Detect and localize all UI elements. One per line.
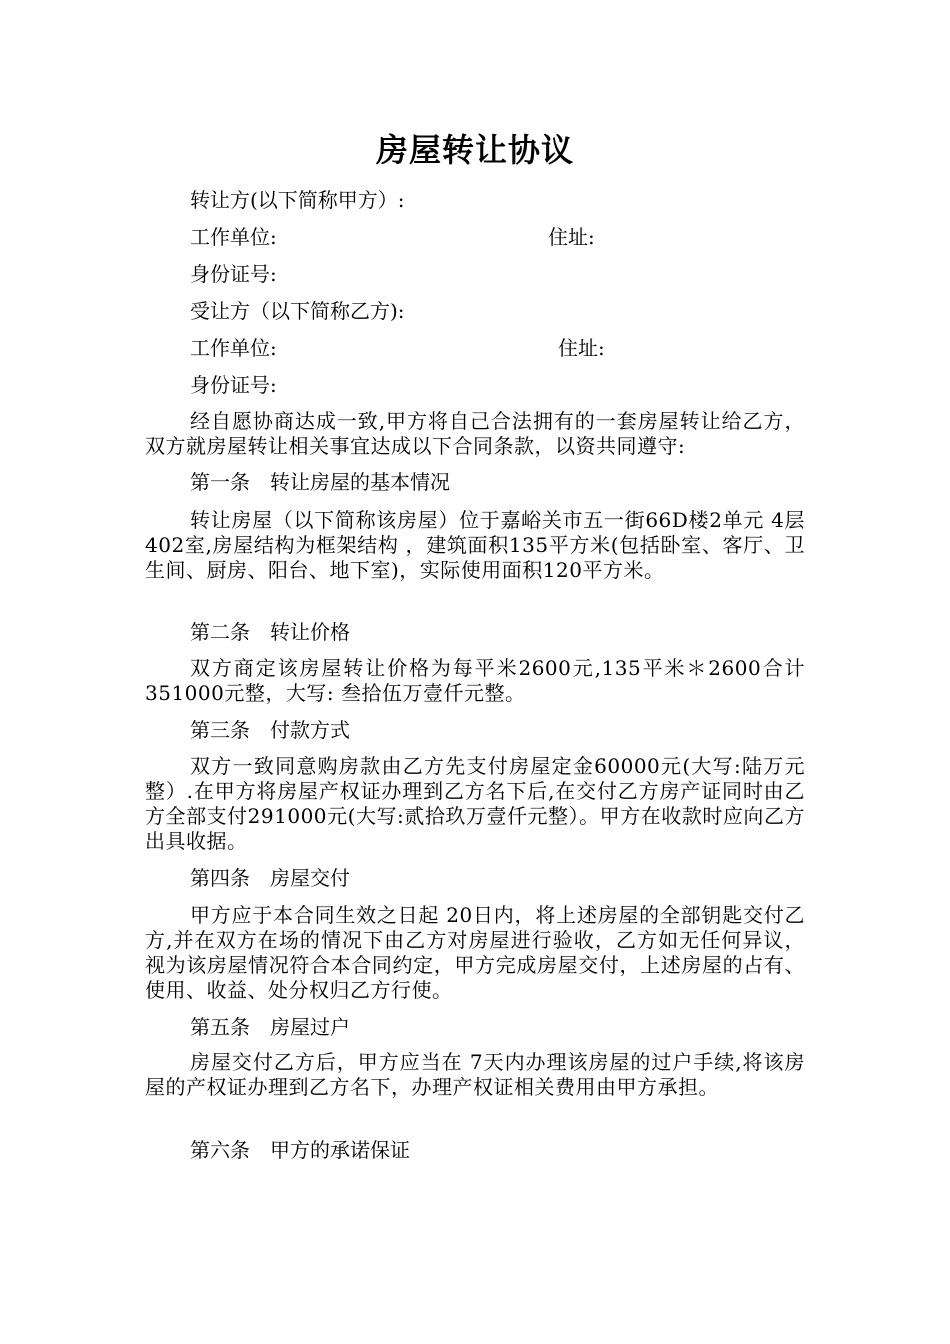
article-2-heading: 第二条 转让价格	[190, 620, 350, 644]
article-5-body: 房屋交付乙方后，甲方应当在 7天内办理该房屋的过户手续,将该房屋的产权证办理到乙方名下，办理产权证相关费用由甲方承担。	[145, 1050, 805, 1099]
transferee-work-unit: 工作单位:	[190, 336, 277, 360]
article-5-heading: 第五条 房屋过户	[190, 1015, 350, 1039]
document-title: 房屋转让协议	[375, 131, 574, 169]
article-4-heading: 第四条 房屋交付	[190, 866, 350, 890]
article-1-body: 转让房屋（以下简称该房屋）位于嘉峪关市五一街66D楼2单元 4层402室,房屋结构为框架结构 ，建筑面积135平方米(包括卧室、客厅、卫生间、厨房、阳台、地下室)，实际使用面积120平方米。	[145, 508, 805, 582]
article-6-heading: 第六条 甲方的承诺保证	[190, 1138, 410, 1162]
transferee-address: 住址:	[558, 336, 605, 360]
intro-paragraph: 经自愿协商达成一致,甲方将自己合法拥有的一套房屋转让给乙方，双方就房屋转让相关事宜达成以下合同条款，以资共同遵守:	[145, 409, 805, 458]
transferor-label: 转让方(以下简称甲方）:	[190, 188, 405, 212]
article-4-body: 甲方应于本合同生效之日起 20日内，将上述房屋的全部钥匙交付乙方,并在双方在场的情况下由乙方对房屋进行验收，乙方如无任何异议，视为该房屋情况符合本合同约定，甲方完成房屋交付，上述房屋的占有、使用、收益、处分权归乙方行使。	[145, 903, 805, 1002]
article-3-body: 双方一致同意购房款由乙方先支付房屋定金60000元(大写:陆万元整）.在甲方将房屋产权证办理到乙方名下后,在交付乙方房产证同时由乙方全部支付291000元(大写:贰拾玖万壹仟元整）。甲方在收款时应向乙方出具收据。	[145, 754, 805, 853]
transferor-address: 住址:	[548, 225, 595, 249]
article-1-heading: 第一条 转让房屋的基本情况	[190, 470, 450, 494]
transferee-id-number: 身份证号:	[190, 373, 277, 397]
article-3-heading: 第三条 付款方式	[190, 718, 350, 742]
transferor-work-unit: 工作单位:	[190, 225, 277, 249]
transferee-label: 受让方（以下简称乙方):	[190, 299, 405, 323]
article-2-body: 双方商定该房屋转让价格为每平米2600元,135平米＊2600合计 351000元整，大写: 叁拾伍万壹仟元整。	[145, 656, 805, 705]
transferor-id-number: 身份证号:	[190, 262, 277, 286]
